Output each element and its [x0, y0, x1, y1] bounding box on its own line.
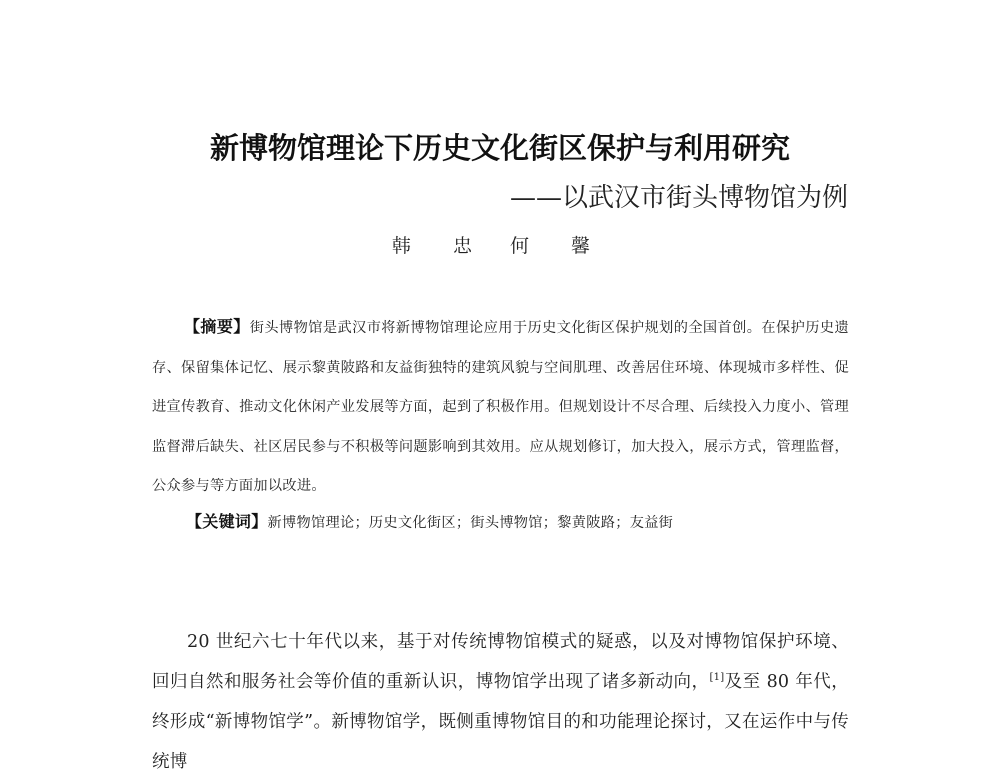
abstract-paragraph [152, 307, 849, 507]
keywords-line [186, 504, 846, 541]
body-text-part: 及至 80 年代，终形成“新博物馆学”。新博物馆学，既侧重博物馆目的和功能理论探讨，又在运作中与传统博 [152, 672, 849, 772]
citation-marker[interactable]: [1] [709, 672, 725, 684]
abstract-label: 【摘要】 [184, 317, 250, 336]
author-list [0, 232, 1000, 260]
abstract-text: 街头博物馆是武汉市将新博物馆理论应用于历史文化街区保护规划的全国首创。在保护历史遗存、保留集体记忆、展示黎黄陂路和友益街独特的建筑风貌与空间肌理、改善居住环境、体现城市多样性、促进宣传教育、推动文化休闲产业发展等方面，起到了积极作用。但规划设计不尽合理、后续投入力度小、管理监督滞后缺失、社区居民参与不积极等问题影响到其效用。应从规划修订，加大投入，展示方式，管理监督，公众参与等方面加以改进。 [152, 320, 849, 494]
keywords-text: 新博物馆理论；历史文化街区；街头博物馆；黎黄陂路；友益街 [267, 515, 674, 531]
paper-subtitle: ——以武汉市街头博物馆为例 [509, 183, 848, 213]
body-paragraph [152, 622, 849, 782]
body-text-part: 20 世纪六七十年代以来，基于对传统博物馆模式的疑惑，以及对博物馆保护环境、回归自然和服务社会等价值的重新认识，博物馆学出现了诸多新动向， [152, 632, 849, 692]
author-name: 韩 忠 [391, 235, 490, 257]
author-name: 何 馨 [510, 235, 609, 257]
keywords-label: 【关键词】 [186, 512, 268, 531]
paper-title: 新博物馆理论下历史文化街区保护与利用研究 [209, 131, 790, 165]
